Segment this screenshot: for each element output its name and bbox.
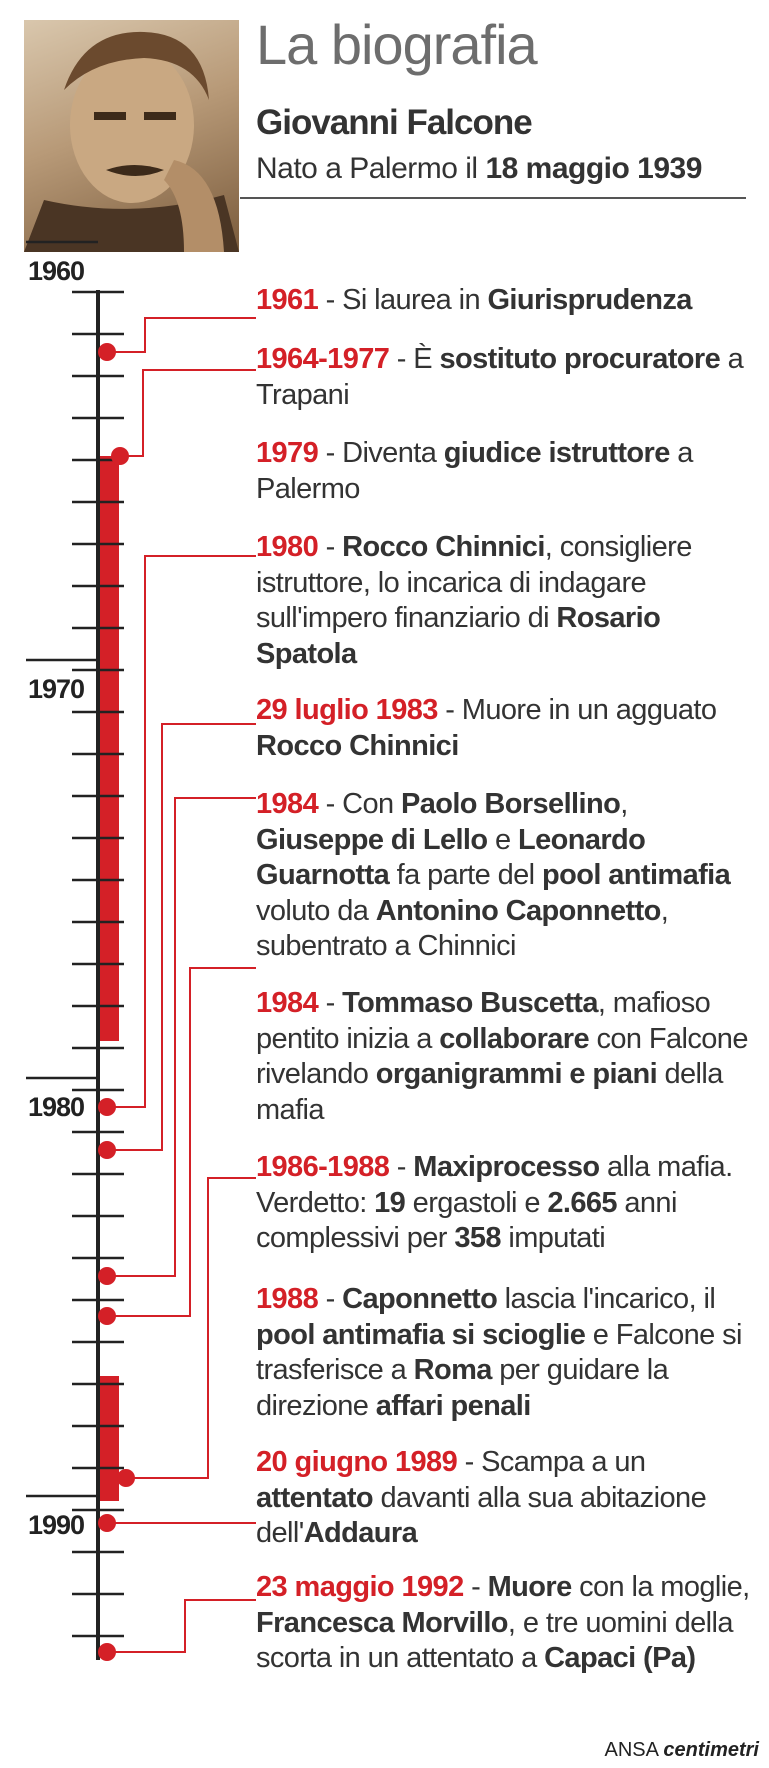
event-highlight: 358 (454, 1222, 501, 1254)
event-text: alla mafia. Verdetto: (256, 1151, 733, 1219)
event-highlight: Giurisprudenza (487, 284, 692, 316)
event-dot (98, 1643, 116, 1661)
event-date: 1986-1988 (256, 1151, 390, 1183)
event-text: - (318, 531, 343, 563)
brand-logo: centimetri (663, 1739, 759, 1761)
event-date: 23 maggio 1992 (256, 1571, 464, 1603)
event-text: davanti alla sua abitazione dell' (256, 1481, 707, 1549)
header-divider (240, 197, 746, 199)
event-dot (98, 1514, 116, 1532)
decade-label: 1960 (28, 256, 85, 286)
event-text: - (318, 1283, 343, 1315)
event-connector (107, 724, 256, 1150)
event-text: , e tre uomini della scorta in un attentato a (256, 1606, 733, 1674)
event-connector (107, 556, 256, 1107)
timeline-axis (0, 0, 260, 1768)
event-text: voluto da (256, 894, 376, 927)
event-highlight: pool antimafia (542, 859, 731, 891)
event-text: ergastoli e (405, 1186, 548, 1219)
event-dot (98, 1267, 116, 1285)
event-text: - Scampa a un (457, 1446, 646, 1478)
birth-prefix: Nato a Palermo il (256, 152, 486, 185)
event-highlight: collaborare (439, 1022, 590, 1055)
page-title: La biografia (256, 13, 537, 76)
event-dot (98, 1307, 116, 1325)
event-text: per guidare la direzione (256, 1354, 669, 1422)
event-entry (256, 1150, 756, 1257)
event-highlight: Addaura (303, 1517, 418, 1549)
event-highlight: Muore (487, 1571, 572, 1603)
birth-info (256, 152, 702, 186)
event-highlight: Caponnetto (342, 1283, 498, 1315)
event-highlight: giudice istruttore (443, 437, 670, 469)
event-highlight: organigrammi e piani (375, 1058, 658, 1090)
agency-name: ANSA (604, 1739, 658, 1761)
event-text: lascia l'incarico, il (497, 1283, 716, 1315)
event-entry (256, 787, 756, 965)
event-text: - Con (318, 788, 401, 820)
event-text: a Palermo (256, 437, 693, 505)
decade-label: 1970 (28, 674, 85, 704)
event-text: e (487, 823, 518, 856)
event-entry (256, 1570, 756, 1677)
person-name: Giovanni Falcone (256, 103, 532, 142)
event-text: , mafioso pentito inizia a (256, 987, 711, 1055)
event-text: con la moglie, (571, 1571, 750, 1603)
event-text: imputati (500, 1222, 606, 1254)
event-text: , subentrato a Chinnici (256, 894, 669, 962)
event-entry (256, 986, 756, 1128)
event-dot (117, 1469, 135, 1487)
event-highlight: Giuseppe di Lello (256, 823, 488, 856)
event-entry (256, 530, 756, 672)
event-highlight: Paolo Borsellino (400, 788, 621, 820)
decade-label: 1980 (28, 1092, 85, 1122)
event-highlight: Antonino Caponnetto (375, 894, 661, 927)
event-text: - (389, 1151, 414, 1183)
event-highlight: Roma (413, 1354, 492, 1386)
event-connector (107, 1600, 256, 1652)
event-text: - (463, 1571, 488, 1603)
event-text: anni complessivi per (256, 1186, 677, 1254)
event-entry (256, 1282, 756, 1424)
event-connector (107, 318, 256, 352)
event-date: 1984 (256, 987, 319, 1019)
event-highlight: Tommaso Buscetta (342, 987, 598, 1019)
event-date: 1980 (256, 531, 319, 563)
event-text: a Trapani (256, 343, 744, 411)
event-highlight: affari penali (375, 1389, 531, 1422)
event-text: fa parte del (389, 859, 542, 891)
event-highlight: Leonardo Guarnotta (256, 823, 646, 891)
birth-date: 18 maggio 1939 (485, 152, 702, 185)
event-text: - È (389, 343, 440, 375)
event-highlight: Francesca Morvillo (256, 1606, 508, 1639)
event-highlight: Maxiprocesso (413, 1151, 600, 1183)
event-highlight: attentato (256, 1481, 374, 1514)
event-date: 1964-1977 (256, 343, 390, 375)
event-date: 29 luglio 1983 (256, 694, 438, 726)
event-date: 1988 (256, 1283, 319, 1315)
event-entry (256, 693, 756, 764)
event-text: - Si laurea in (318, 284, 488, 316)
event-connector (120, 370, 256, 456)
event-text: e Falcone si trasferisce a (256, 1318, 742, 1386)
event-date: 1979 (256, 437, 319, 469)
event-highlight: sostituto procuratore (439, 343, 721, 375)
event-date: 20 giugno 1989 (256, 1446, 458, 1478)
event-entry (256, 283, 756, 319)
event-text: - Diventa (318, 437, 444, 469)
event-connector (107, 968, 256, 1316)
event-highlight: Rocco Chinnici (342, 531, 545, 563)
event-text: , (620, 788, 628, 820)
event-dot (111, 447, 129, 465)
event-highlight: Capaci (Pa) (544, 1642, 696, 1674)
duration-bar (99, 1376, 119, 1501)
decade-label: 1990 (28, 1510, 85, 1540)
event-text: - Muore in un agguato (437, 694, 717, 726)
event-highlight: 2.665 (547, 1186, 617, 1219)
event-highlight: pool antimafia si scioglie (256, 1318, 586, 1351)
event-dot (98, 1098, 116, 1116)
event-dot (98, 1141, 116, 1159)
event-date: 1984 (256, 788, 319, 820)
event-text: , consigliere istruttore, lo incarica di indagare sull'impero finanziario di (256, 531, 692, 634)
event-text: - (318, 987, 343, 1019)
event-entry (256, 436, 756, 507)
event-date: 1961 (256, 284, 319, 316)
event-dot (98, 343, 116, 361)
credit-line (604, 1739, 759, 1762)
event-text: della mafia (256, 1058, 723, 1126)
event-highlight: Rocco Chinnici (256, 729, 459, 762)
event-highlight: Rosario Spatola (256, 602, 661, 670)
event-entry (256, 342, 756, 413)
event-entry (256, 1445, 756, 1552)
event-connector (107, 798, 256, 1276)
event-highlight: 19 (374, 1186, 406, 1219)
event-text: con Falcone rivelando (256, 1022, 748, 1090)
